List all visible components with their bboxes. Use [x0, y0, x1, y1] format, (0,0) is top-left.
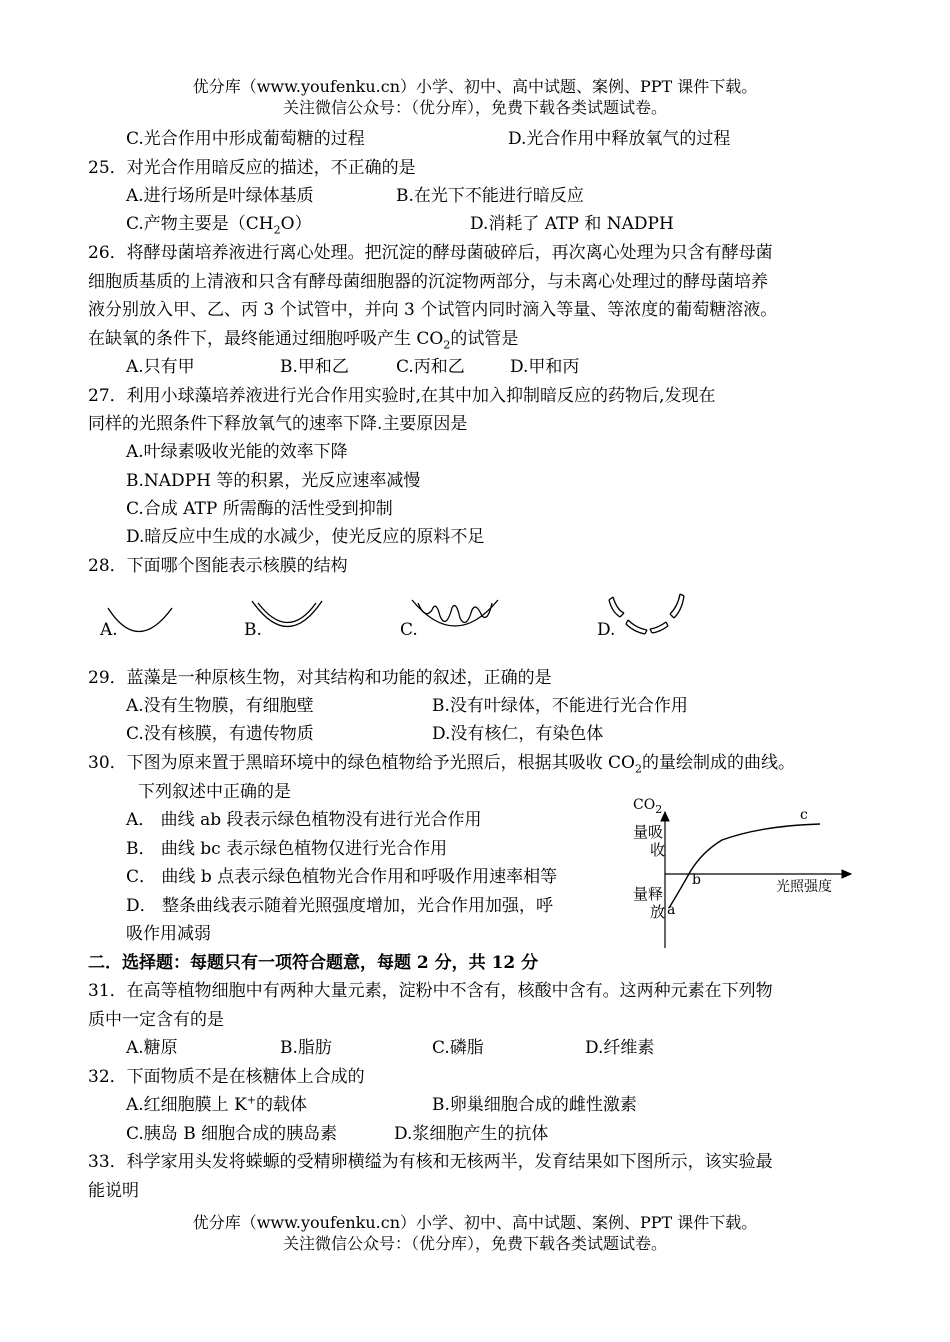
q25-option-d: D.消耗了 ATP 和 NADPH	[470, 214, 674, 234]
q33-line1: 33．科学家用头发将蝾螈的受精卵横缢为有核和无核两半，发育结果如下图所示，该实验最	[88, 1152, 773, 1172]
page-header-line2: 关注微信公众号：（优分库），免费下载各类试题试卷。	[282, 98, 667, 117]
q26-line1: 26．将酵母菌培养液进行离心处理。把沉淀的酵母菌破碎后，再次离心处理为只含有酵母菌	[88, 243, 773, 263]
q27-line1: 27．利用小球藻培养液进行光合作用实验时,在其中加入抑制暗反应的药物后,发现在	[88, 386, 716, 406]
q26-line2: 细胞质基质的上清液和只含有酵母菌细胞器的沉淀物两部分，与未离心处理过的酵母菌培养	[88, 272, 768, 292]
q31-line2: 质中一定含有的是	[88, 1010, 224, 1030]
q30-option-d-line1: D． 整条曲线表示随着光照强度增加，光合作用加强，呼	[126, 896, 554, 916]
q25-option-a: A.进行场所是叶绿体基质	[126, 186, 314, 206]
q25-option-b: B.在光下不能进行暗反应	[396, 186, 584, 206]
q31-option-b: B.脂肪	[280, 1038, 332, 1058]
q26-option-c: C.丙和乙	[396, 357, 465, 377]
q32-option-b: B.卵巢细胞合成的雌性激素	[432, 1095, 637, 1115]
q33-line2: 能说明	[88, 1181, 139, 1201]
q26-line4: 在缺氧的条件下，最终能通过细胞呼吸产生 $CO_2$的试管是	[88, 329, 519, 352]
page-footer-line2: 关注微信公众号：（优分库），免费下载各类试题试卷。	[282, 1234, 667, 1253]
q28-label-d: D.	[597, 620, 616, 640]
graph-point-c: c	[800, 807, 808, 823]
q28-label-a: A.	[100, 620, 118, 640]
graph-y-label-absorb1: 量吸	[633, 823, 664, 841]
q29-option-b: B.没有叶绿体，不能进行光合作用	[432, 696, 688, 716]
q31-option-a: A.糖原	[126, 1038, 178, 1058]
q29-option-a: A.没有生物膜，有细胞壁	[126, 696, 314, 716]
q24-option-c: C.光合作用中形成葡萄糖的过程	[126, 129, 365, 149]
page-header-line1: 优分库（www.youfenku.cn）小学、初中、高中试题、案例、PPT 课件下载。	[192, 77, 758, 96]
q28-label-b: B.	[244, 620, 262, 640]
graph-point-b: b	[692, 872, 701, 888]
q30-line2: 下列叙述中正确的是	[138, 782, 291, 802]
graph-point-a: a	[667, 902, 676, 918]
q26-option-b: B.甲和乙	[280, 357, 349, 377]
q31-option-d: D.纤维素	[585, 1038, 655, 1058]
q26-line3: 液分别放入甲、乙、丙 3 个试管中，并向 3 个试管内同时滴入等量、等浓度的葡萄糖溶液。	[88, 300, 778, 320]
q26-option-a: A.只有甲	[126, 357, 195, 377]
graph-y-label-release2: 放	[650, 903, 666, 921]
q29-option-c: C.没有核膜，有遗传物质	[126, 724, 314, 744]
q30-option-d-line2: 吸作用减弱	[126, 924, 211, 944]
q25-stem: 25．对光合作用暗反应的描述，不正确的是	[88, 158, 416, 178]
section2-title: 二．选择题：每题只有一项符合题意，每题 2 分，共 12 分	[88, 953, 539, 973]
q32-option-d: D.浆细胞产生的抗体	[394, 1124, 549, 1144]
q27-option-c: C.合成 ATP 所需酶的活性受到抑制	[126, 499, 393, 519]
q30-option-a: A． 曲线 ab 段表示绿色植物没有进行光合作用	[126, 810, 482, 830]
q32-option-a: A.红细胞膜上 K+的载体	[126, 1093, 308, 1115]
q30-option-b: B． 曲线 bc 表示绿色植物仅进行光合作用	[126, 839, 448, 859]
q32-stem: 32．下面物质不是在核糖体上合成的	[88, 1067, 365, 1087]
graph-y-label-absorb2: 收	[650, 841, 666, 859]
q24-option-d: D.光合作用中释放氧气的过程	[508, 129, 731, 149]
q28-label-c: C.	[400, 620, 418, 640]
q32-option-c: C.胰岛 B 细胞合成的胰岛素	[126, 1124, 338, 1144]
graph-x-label: 光照强度	[776, 879, 832, 895]
q26-option-d: D.甲和丙	[510, 357, 580, 377]
q31-option-c: C.磷脂	[432, 1038, 484, 1058]
q29-option-d: D.没有核仁，有染色体	[432, 724, 604, 744]
q27-line2: 同样的光照条件下释放氧气的速率下降.主要原因是	[88, 414, 468, 434]
q25-option-c: C.产物主要是$(CH_2O)$	[126, 214, 312, 237]
q27-option-d: D.暗反应中生成的水减少，使光反应的原料不足	[126, 527, 485, 547]
q27-option-b: B.NADPH 等的积累，光反应速率减慢	[126, 471, 421, 491]
q29-stem: 29．蓝藻是一种原核生物，对其结构和功能的叙述，正确的是	[88, 668, 552, 688]
graph-y-label-co2: $CO_2$	[633, 797, 663, 816]
q31-line1: 31．在高等植物细胞中有两种大量元素，淀粉中不含有，核酸中含有。这两种元素在下列物	[88, 981, 773, 1001]
page-footer-line1: 优分库（www.youfenku.cn）小学、初中、高中试题、案例、PPT 课件下载。	[192, 1213, 758, 1232]
q30-option-c: C． 曲线 b 点表示绿色植物光合作用和呼吸作用速率相等	[126, 867, 558, 887]
q28-stem: 28．下面哪个图能表示核膜的结构	[88, 556, 348, 576]
q30-line1: 30．下图为原来置于黑暗环境中的绿色植物给予光照后，根据其吸收 $CO_2$的量绘制成的曲线。	[88, 753, 795, 776]
graph-y-label-release1: 量释	[633, 885, 664, 903]
q27-option-a: A.叶绿素吸收光能的效率下降	[126, 442, 348, 462]
